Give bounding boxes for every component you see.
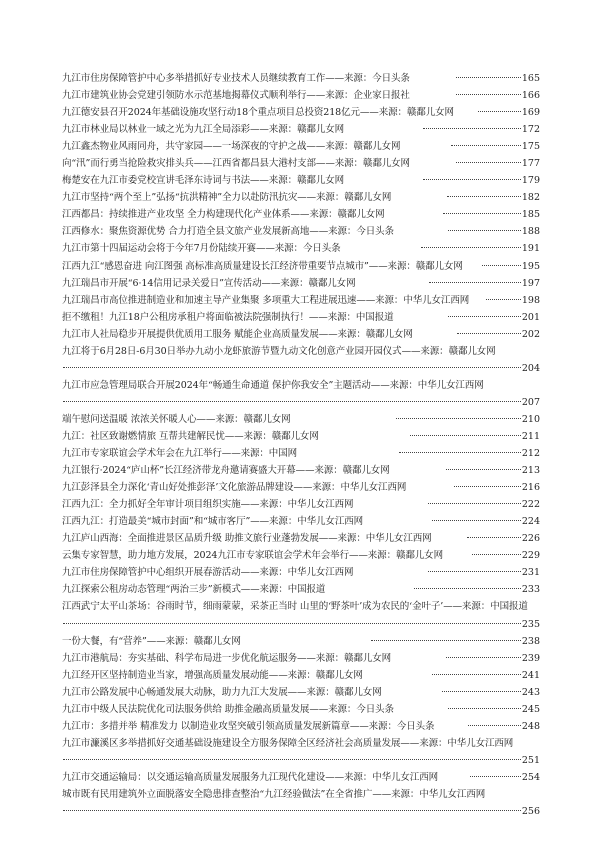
toc-dot-leader <box>456 93 521 95</box>
toc-entry-title: 江西修水：聚焦资源优势 合力打造全县文旅产业发展新高地——来源：今日头条 <box>62 226 394 238</box>
toc-dot-leader <box>456 161 521 163</box>
toc-entry-title: 九江鑫杰物业风雨同舟，共守家园——一场深夜的守护之战——来源：赣鄱儿女网 <box>62 141 401 153</box>
toc-dot-leader <box>447 195 521 197</box>
toc-page-number: 245 <box>521 703 540 715</box>
toc-page-number: 211 <box>521 430 540 442</box>
toc-entry[interactable] <box>62 769 540 786</box>
toc-entry-title: 九江市濂溪区多举措抓好交通基础设施建设全方服务保障全区经济社会高质量发展——来源：中华儿女江西网 <box>62 737 514 749</box>
toc-entry[interactable] <box>62 121 540 138</box>
toc-entry-title: 九江：社区致谢燃情旅 互帮共建解民忧——来源：赣鄱儿女网 <box>62 430 319 442</box>
toc-entry-title: 九江瑞昌市开展“6·14信用记录关爱日”宣传活动——来源：赣鄱儿女网 <box>62 277 356 289</box>
toc-entry-title: 江西武宁太平山茶场：谷雨时节，细雨蒙蒙，采茶正当时 山里的‘野茶叶’成为农民的‘金叶子’——来源：中国报道 <box>62 601 528 613</box>
toc-entry[interactable] <box>62 223 540 240</box>
toc-entry[interactable] <box>62 786 540 820</box>
toc-entry-title: 九江德安县召开2024年基础设施攻坚行动18个重点项目总投资218亿元——来源：赣鄱儿女网 <box>62 107 454 119</box>
toc-entry[interactable] <box>62 735 540 769</box>
toc-entry[interactable] <box>62 343 540 377</box>
toc-entry-title: 九江彭泽县全力深化‘青山好处推彭泽’文化旅游品牌建设——来源：中华儿女江西网 <box>62 482 407 494</box>
toc-dot-leader <box>428 570 521 572</box>
toc-entry[interactable] <box>62 172 540 189</box>
toc-entry[interactable] <box>62 309 540 326</box>
toc-entry[interactable] <box>62 564 540 581</box>
toc-dot-leader <box>456 76 521 78</box>
toc-dot-leader <box>63 758 521 760</box>
toc-dot-leader <box>470 775 521 777</box>
toc-page-number: 177 <box>521 158 540 170</box>
toc-page-number: 179 <box>521 175 540 187</box>
toc-entry[interactable] <box>62 718 540 735</box>
toc-dot-leader <box>432 519 520 521</box>
toc-dot-leader <box>448 707 521 709</box>
toc-entry[interactable] <box>62 240 540 257</box>
toc-page-number: 233 <box>521 584 540 596</box>
toc-page-number: 213 <box>521 465 541 477</box>
toc-entry-title: 梅楚安在九江市委党校宣讲毛泽东诗词与书法——来源：赣鄱儿女网 <box>62 175 345 187</box>
toc-entry-title: 九江经开区坚持制造业当家，增强高质量发展动能——来源：赣鄱儿女网 <box>62 669 363 681</box>
toc-dot-leader <box>472 553 520 555</box>
toc-entry[interactable] <box>62 530 540 547</box>
toc-dot-leader <box>63 366 521 368</box>
toc-entry[interactable] <box>62 701 540 718</box>
toc-entry[interactable] <box>62 206 540 223</box>
toc-dot-leader <box>428 502 521 504</box>
toc-page-number: 238 <box>521 635 541 647</box>
toc-dot-leader <box>423 178 521 180</box>
toc-page-number: 212 <box>521 448 540 460</box>
toc-entry[interactable] <box>62 258 540 275</box>
toc-entry-title: 九江将于6月28日-6月30日举办九动小龙虾旅游节暨九动文化创意产业园开园仪式——来源：赣鄱儿女网 <box>62 345 496 357</box>
toc-page-number: 201 <box>521 311 541 323</box>
toc-entry-title: 拒不缴租！九江18户公租房承租户将面临被法院强制执行！——来源：中国报道 <box>62 311 394 323</box>
toc-entry-title: 江西九江：打造最美“城市封面”和“城市客厅”——来源：中华儿女江西网 <box>62 516 364 528</box>
toc-page-number: 241 <box>521 669 541 681</box>
toc-page-number: 204 <box>521 362 540 374</box>
toc-dot-leader <box>410 434 521 436</box>
toc-dot-leader <box>63 622 521 624</box>
toc-entry-title: 九江庐山西海：全面推进景区品质升级 助推文旅行业蓬勃发展——来源：中华儿女江西网 <box>62 533 432 545</box>
toc-entry[interactable] <box>62 138 540 155</box>
toc-page-number: 188 <box>521 226 540 238</box>
toc-dot-leader <box>448 315 521 317</box>
toc-entry[interactable] <box>62 275 540 292</box>
toc-page-number: 182 <box>521 192 540 204</box>
toc-entry[interactable] <box>62 513 540 530</box>
toc-page-number: 231 <box>521 567 541 579</box>
toc-entry[interactable] <box>62 189 540 206</box>
toc-entry-title: 江西九江：全力抓好全年审计项目组织实施——来源：中华儿女江西网 <box>62 499 354 511</box>
toc-dot-leader <box>442 690 521 692</box>
toc-page-number: 251 <box>521 754 540 766</box>
toc-dot-leader <box>478 110 521 112</box>
toc-page-number: 169 <box>521 107 541 119</box>
toc-page-number: 224 <box>521 516 541 528</box>
toc-entry[interactable] <box>62 104 540 121</box>
toc-dot-leader <box>446 468 521 470</box>
toc-page-number: 226 <box>521 533 541 545</box>
toc-page-number: 222 <box>521 499 541 511</box>
toc-entry-title: 九江探索公租房动态管理“两治三步”新模式——来源：中国报道 <box>62 584 326 596</box>
toc-dot-leader <box>429 281 521 283</box>
toc-entry-title: 九江市第十四届运动会将于今年7月份陆续开赛——来源：今日头条 <box>62 243 341 255</box>
toc-entry[interactable] <box>62 667 540 684</box>
toc-entry-title: 九江市：多措并举 精准发力 以制造业攻坚突破引领高质量发展新篇章——来源：今日头条 <box>62 720 435 732</box>
toc-entry[interactable] <box>62 87 540 104</box>
toc-dot-leader <box>423 127 521 129</box>
toc-dot-leader <box>443 212 521 214</box>
toc-page-number: 197 <box>521 277 541 289</box>
toc-page-number: 210 <box>521 413 541 425</box>
toc-entry-title: 端午慰问送温暖 浓浓关怀暖人心——来源：赣鄱儿女网 <box>62 413 291 425</box>
toc-entry-title: 九江市坚持“两个至上”弘扬“抗洪精神”全力以赴防汛抗灾——来源：赣鄱儿女网 <box>62 192 392 204</box>
toc-entry-title: 九江市林业局以林业一域之光为九江全局添彩——来源：赣鄱儿女网 <box>62 124 345 136</box>
toc-dot-leader <box>486 298 521 300</box>
toc-dot-leader <box>414 587 521 589</box>
toc-entry-title: 一份大餐，有“营养”——来源：赣鄱儿女网 <box>62 635 241 647</box>
toc-entry-title: 九江市公路发展中心畅通发展大动脉，助力九江大发展——来源：赣鄱儿女网 <box>62 686 382 698</box>
toc-page-number: 243 <box>521 686 540 698</box>
toc-entry-title: 九江瑞昌市高位推进制造业和加速主导产业集聚 多项重大工程进展迅速——来源：中华儿女江西网 <box>62 294 470 306</box>
toc-page-number: 191 <box>521 243 540 255</box>
toc-dot-leader <box>451 144 521 146</box>
toc-entry[interactable] <box>62 479 540 496</box>
toc-page-number: 198 <box>521 294 541 306</box>
toc-entry-title: 城市既有民用建筑外立面脱落安全隐患排查整治“九江经验做法”在全省推广——来源：中华儿女江西网 <box>62 788 486 800</box>
toc-entry-title: 云集专家智慧，助力地方发展，2024九江市专家联谊会学术年会举行——来源：赣鄱儿女网 <box>62 550 443 562</box>
toc-entry-title: 九江银行·2024“庐山杯”长江经济带龙舟邀请赛盛大开幕——来源：赣鄱儿女网 <box>62 465 390 477</box>
toc-entry[interactable] <box>62 445 540 462</box>
toc-entry[interactable] <box>62 428 540 445</box>
toc-dot-leader <box>63 400 521 402</box>
toc-entry[interactable] <box>62 650 540 667</box>
toc-entry-title: 江西都昌：持续推进产业攻坚 全力构建现代化产业体系——来源：赣鄱儿女网 <box>62 209 385 221</box>
toc-dot-leader <box>371 639 521 641</box>
toc-entry-title: 九江市中级人民法院优化司法服务供给 助推金融高质量发展——来源：今日头条 <box>62 703 394 715</box>
toc-page-number: 239 <box>521 652 540 664</box>
toc-dot-leader <box>448 229 521 231</box>
toc-dot-leader <box>482 264 521 266</box>
toc-entry[interactable] <box>62 411 540 428</box>
toc-entry-title: 九江市住房保障管护中心多举措抓好专业技术人员继续教育工作——来源：今日头条 <box>62 73 410 84</box>
toc-dot-leader <box>421 246 521 248</box>
toc-entry-title: 九江市建筑业协会党建引领防水示范基地揭幕仪式顺利举行——来源：企业家日报社 <box>62 90 410 102</box>
toc-dot-leader <box>454 485 521 487</box>
toc-dot-leader <box>399 451 520 453</box>
toc-dot-leader <box>457 332 521 334</box>
toc-page-number: 195 <box>521 260 540 272</box>
toc-entry-title: 九江市人社局稳步开展提供优质用工服务 赋能企业高质量发展——来源：赣鄱儿女网 <box>62 328 413 340</box>
toc-dot-leader <box>396 417 521 419</box>
toc-entry-title: 向“汛”而行勇当抢险救灾排头兵——江西省都昌县大港村支部——来源：赣鄱儿女网 <box>62 158 410 170</box>
toc-entry-title: 九江市专家联谊会学术年会在九江举行——来源：中国网 <box>62 448 298 460</box>
toc-list <box>62 70 540 820</box>
toc-entry[interactable] <box>62 598 540 632</box>
toc-page-number: 202 <box>521 328 540 340</box>
toc-page-number: 229 <box>521 550 540 562</box>
toc-page-number: 165 <box>521 73 541 84</box>
toc-entry-title: 九江市住房保障管护中心组织开展春游活动——来源：中华儿女江西网 <box>62 567 354 579</box>
toc-entry-title: 九江市港航局：夯实基础、科学布局进一步优化航运服务——来源：赣鄱儿女网 <box>62 652 392 664</box>
toc-page-number: 216 <box>521 482 541 494</box>
toc-entry[interactable] <box>62 581 540 598</box>
toc-entry[interactable] <box>62 496 540 513</box>
toc-dot-leader <box>446 656 520 658</box>
toc-page-number: 166 <box>521 90 541 102</box>
toc-entry[interactable] <box>62 292 540 309</box>
toc-entry[interactable] <box>62 326 540 343</box>
toc-page-number: 175 <box>521 141 541 153</box>
toc-entry-title: 九江市交通运输局：以交通运输高质量发展服务九江现代化建设——来源：中华儿女江西网 <box>62 771 439 783</box>
toc-dot-leader <box>63 809 521 811</box>
toc-entry[interactable] <box>62 377 540 411</box>
toc-entry[interactable] <box>62 462 540 479</box>
toc-dot-leader <box>468 724 521 726</box>
toc-entry-title: 九江市应急管理局联合开展2024年“畅通生命通道 保护你我安全”主题活动——来源：中华儿女江西网 <box>62 379 484 391</box>
toc-page-number: 254 <box>521 771 540 783</box>
toc-entry[interactable] <box>62 155 540 172</box>
toc-dot-leader <box>467 536 521 538</box>
toc-page-number: 172 <box>521 124 540 136</box>
toc-entry[interactable] <box>62 547 540 564</box>
toc-page-number: 185 <box>521 209 541 221</box>
toc-entry-title: 江西九江“感恩奋进 向江图强 高标准高质量建设长江经济带重要节点城市”——来源：赣鄱儿女网 <box>62 260 463 272</box>
toc-entry[interactable] <box>62 633 540 650</box>
toc-page-number: 256 <box>521 806 540 818</box>
toc-entry[interactable] <box>62 70 540 87</box>
toc-page-number: 235 <box>521 618 540 630</box>
toc-page-number: 207 <box>521 396 540 408</box>
toc-page-number: 248 <box>521 720 540 732</box>
toc-entry[interactable] <box>62 684 540 701</box>
toc-dot-leader <box>432 673 521 675</box>
